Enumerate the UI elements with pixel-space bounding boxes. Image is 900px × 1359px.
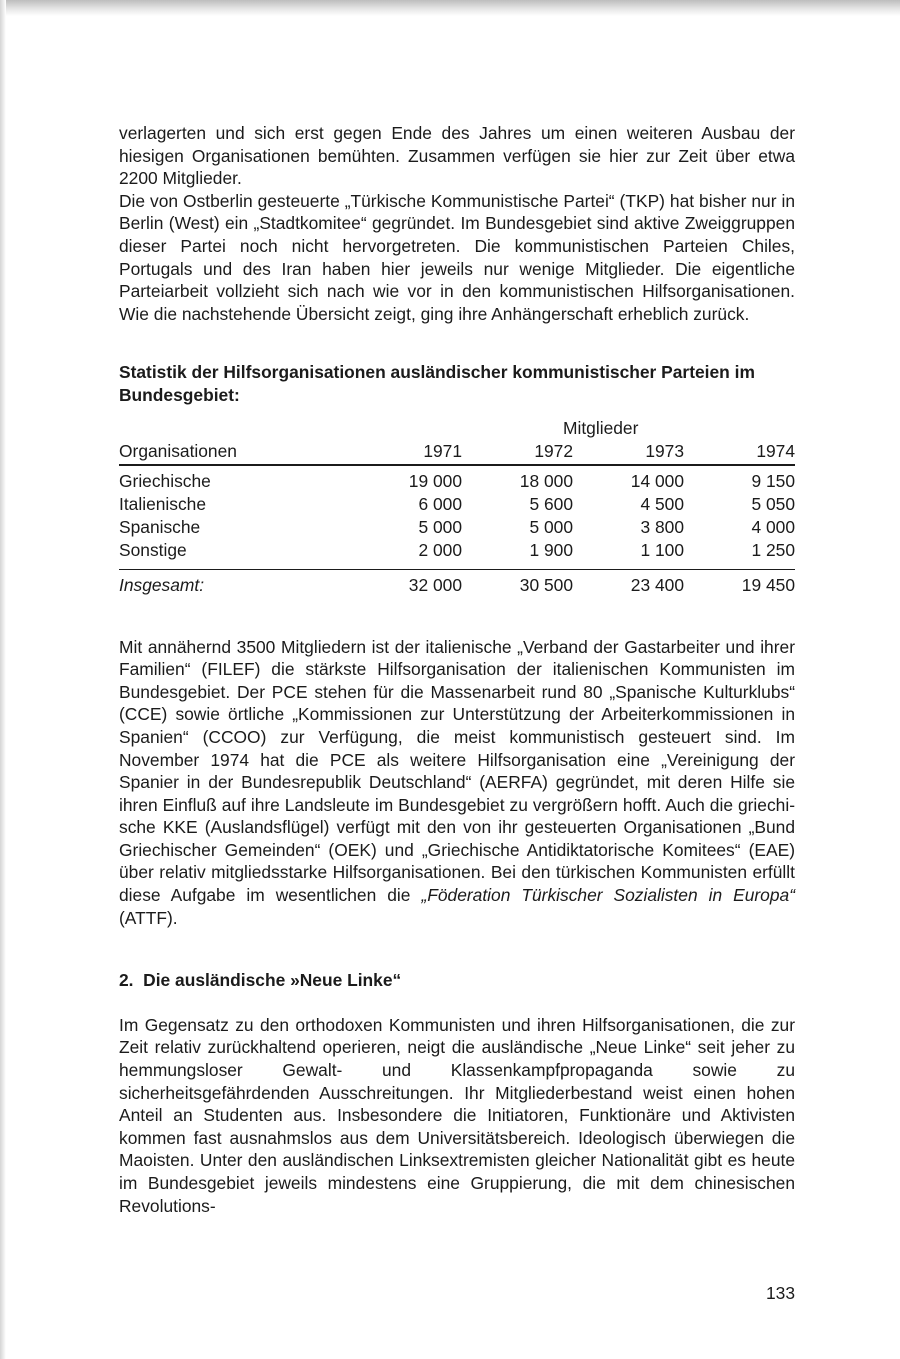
table-total-row — [119, 569, 795, 598]
table-group-header: Mitglieder — [563, 417, 639, 438]
cell-value: 1 100 — [640, 539, 684, 560]
scan-edge-left — [0, 0, 6, 1359]
row-label: Griechische — [119, 470, 211, 491]
cell-value: 5 000 — [418, 516, 462, 537]
total-value: 19 450 — [741, 574, 795, 595]
cell-value: 2 000 — [418, 539, 462, 560]
body-paragraph-2: Im Gegensatz zu den orthodoxen Kommunisten und ihren Hilfsorganisationen, die zur Zeit relativ zurückhaltend operieren, neigt die ausländische „Neue Linke“ seit jeher zu hemmungsloser Gewalt- und Klassenkampfpropaganda sowie zu sicherheitsgefährdenden Ausschreitungen. Ihr Mitgliederbestand weist einen hohen Anteil an Studenten aus. Insbesondere die Initiatoren, Funktionäre und Aktivisten kommen fast ausnahmslos aus dem Universitätsbereich. Ideologisch überwiegen die Maoisten. Unter den ausländischen Linksextremisten gleicher Nationalität gibt es heute im Bundesgebiet jeweils mindestens eine Gruppierung, die mit dem chinesischen Revolutions- — [119, 1014, 795, 1216]
intro-paragraph: verlagerten und sich erst gegen Ende des Jahres um einen weiteren Ausbau der hiesigen Organisationen bemühten. Zusammen verfügen sie hier zur Zeit über etwa 2200 Mitglieder. — [119, 123, 795, 189]
stats-title: Statistik der Hilfsorganisationen ausländischer kommunistischer Parteien im Bundesgebiet: — [119, 362, 755, 405]
scan-edge-top — [0, 0, 900, 16]
cell-value: 5 050 — [751, 493, 795, 514]
cell-value: 5 600 — [529, 493, 573, 514]
table-row — [119, 516, 795, 539]
column-header-year: 1971 — [423, 440, 462, 461]
row-label: Sonstige — [119, 539, 187, 560]
page-body — [119, 122, 795, 1217]
body-paragraph — [119, 636, 795, 930]
paragraph-text: Mit annähernd 3500 Mitgliedern ist der italienische „Verband der Gastarbeiter und ihrer Familien“ (FILEF) die stärkste Hilfsorganisation der italienischen Kommunisten im Bundesgebiet. Der PCE stehen für die Massenarbeit rund 80 „Spanische Kulturklubs“ (CCE) sowie örtliche „Kommissionen zur Unterstützung der Arbeiterkommissionen in Spanien“ (CCOO) zur Verfügung, die meist kommunistisch gesteuert sind. Im November 1974 hat die PCE als weitere Hilfsorganisation eine „Vereinigung der Spanier in der Bundesrepublik Deutschland“ (AERFA) gegründet, mit deren Hilfe sie ihren Einfluß auf ihre Landsleute im Bundesgebiet zu vergrößern hofft. Auch die griechische KKE (Auslandsflügel) verfügt mit den von ihr gesteuerten Organisationen „Bund Griechischer Gemeinden“ (OEK) und „Griechische Antidiktatorische Komitees“ (EAE) über relativ mitgliedsstarke Hilfsorganisationen. Bei den türkischen Kommunisten erfüllt diese Aufgabe im wesentlichen die — [119, 636, 795, 906]
column-header-org: Organisationen — [119, 440, 237, 461]
table-row — [119, 493, 795, 516]
column-header-year: 1974 — [756, 440, 795, 461]
table-row — [119, 539, 795, 562]
cell-value: 3 800 — [640, 516, 684, 537]
table-row — [119, 470, 795, 493]
cell-value: 4 000 — [751, 516, 795, 537]
cell-value: 4 500 — [640, 493, 684, 514]
cell-value: 1 900 — [529, 539, 573, 560]
membership-table — [119, 417, 795, 598]
cell-value: 6 000 — [418, 493, 462, 514]
paragraph-text-tail: (ATTF). — [119, 907, 178, 928]
column-header-year: 1972 — [534, 440, 573, 461]
page-number: 133 — [765, 1283, 795, 1303]
cell-value: 18 000 — [519, 470, 573, 491]
column-header-year: 1973 — [645, 440, 684, 461]
total-value: 32 000 — [408, 574, 462, 595]
row-label: Italienische — [119, 493, 207, 514]
cell-value: 1 250 — [751, 539, 795, 560]
total-value: 23 400 — [630, 574, 684, 595]
intro-paragraph-2: Die von Ostberlin gesteuerte „Türkische Kommunistische Partei“ (TKP) hat bisher nur in Berlin (West) ein „Stadtkomitee“ gegründet. Im Bundesgebiet sind aktive Zweiggruppen dieser Partei noch nicht hervorgetreten. Die kommunistischen Parteien Chiles, Portugals und des Iran haben hier jeweils nur wenige Mitglieder. Die eigentliche Parteiarbeit vollzieht sich nach wie vor in den kommunistischen Hilfsorganisationen. Wie die nachstehende Übersicht zeigt, ging ihre Anhängerschaft erheblich zurück. — [119, 190, 795, 324]
row-label: Spanische — [119, 516, 201, 537]
paragraph-italic-text: „Föderation Türkischer Sozialisten in Europa“ — [421, 885, 795, 906]
cell-value: 14 000 — [630, 470, 684, 491]
total-label: Insgesamt: — [119, 574, 205, 595]
cell-value: 9 150 — [751, 470, 795, 491]
cell-value: 19 000 — [408, 470, 462, 491]
cell-value: 5 000 — [529, 516, 573, 537]
total-value: 30 500 — [519, 574, 573, 595]
section-heading: 2. Die ausländische »Neue Linke“ — [119, 970, 402, 991]
table-column-header — [119, 439, 795, 466]
